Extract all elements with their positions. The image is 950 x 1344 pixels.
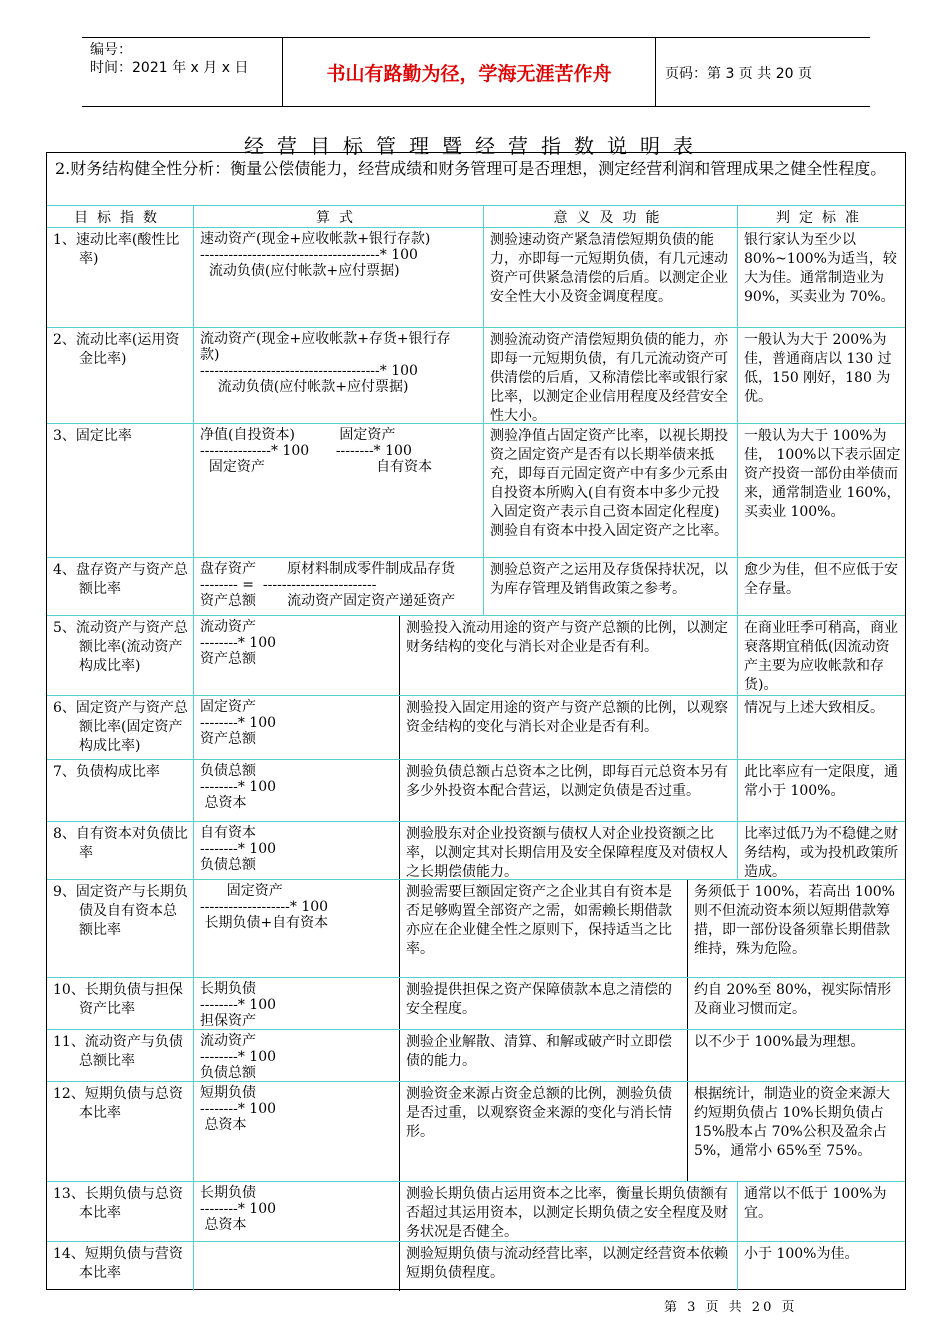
formula-cell: 盘存资产 原材料制成零件制成品存货 -------- = ------------------------ 资产总额 流动资产固定资产递延资产 [193,558,483,616]
formula-cell: 长期负债 --------* 100 担保资产 [193,978,399,1030]
target-index-cell [47,424,193,558]
meaning-cell: 测验流动资产清偿短期负债的能力，亦即每一元短期负债，有几元流动资产可供清偿的后盾，又称清偿比率或银行家比率，以测定企业信用程度及经营安全性大小。 [483,328,737,424]
row-number: 1、 [53,232,76,248]
target-index-cell [47,978,193,1030]
header-page-label: 页码：第 3 页 共 20 页 [665,66,812,82]
table-row [47,759,905,822]
page-header [82,37,870,107]
target-index-cell [47,1242,193,1291]
table-row [47,423,905,558]
standard-cell: 根据统计，制造业的资金来源大约短期负债占 10%长期负债占 15%股本占 70%公积及盈余占 5%，通常小 65%至 75%。 [687,1082,905,1182]
formula-cell: 负债总额 --------* 100 总资本 [193,760,399,822]
meaning-cell: 测验投入流动用途的资产与资产总额的比例，以测定财务结构的变化与消长对企业是否有利。 [399,616,737,696]
meaning-cell: 测验企业解散、清算、和解或破产时立即偿债的能力。 [399,1030,687,1082]
table-row [47,821,905,880]
meaning-cell: 测验总资产之运用及存货保持状况，以为库存管理及销售政策之参考。 [483,558,737,616]
table-row [47,1241,905,1291]
index-name: 流动比率(运用资金比率) [75,332,180,367]
standard-cell: 此比率应有一定限度，通常小于 100%。 [737,760,905,822]
index-name: 流动资产与资产总额比率(流动资产构成比率) [75,620,188,674]
column-header-meaning: 意义及功能 [483,206,738,227]
index-name: 固定资产与长期负债及自有资本总额比率 [75,884,188,938]
number-label: 编号： [90,42,132,58]
standard-cell: 约自 20%至 80%，视实际情形及商业习惯而定。 [687,978,905,1030]
target-index-cell [47,1182,193,1242]
index-table [46,152,906,1290]
target-index-cell [47,616,193,696]
target-index-cell [47,1030,193,1082]
meaning-cell: 测验负债总额占总资本之比例，即每百元总资本另有多少外投资本配合营运，以测定负债是否过重。 [399,760,737,822]
standard-cell: 愈少为佳，但不应低于安全存量。 [737,558,905,616]
row-number: 2、 [53,332,76,348]
index-name: 自有资本对负债比率 [75,826,188,861]
index-name: 负债构成比率 [75,764,160,780]
table-row [47,615,905,696]
meaning-cell: 测验长期负债占运用资本之比率，衡量长期负债额有否超过其运用资本，以测定长期负债之安全程度及财务状况是否健全。 [399,1182,737,1242]
standard-cell: 银行家认为至少以 80%~100%为适当，较大为佳。通常制造业为 90%，买卖业为 70%。 [737,228,905,328]
index-name: 短期负债与总资本比率 [79,1086,183,1121]
standard-cell: 比率过低乃为不稳健之财务结构，或为投机政策所造成。 [737,822,905,880]
formula-cell: 流动资产 --------* 100 负债总额 [193,1030,399,1082]
page-footer: 第 3 页 共 20 页 [664,1300,798,1315]
header-meta [90,41,248,77]
formula-cell [193,1242,399,1291]
row-number: 4、 [53,562,76,578]
row-number: 11、 [53,1034,85,1050]
standard-cell: 在商业旺季可稍高，商业衰落期宜稍低(因流动资产主要为应收帐款和存货)。 [737,616,905,696]
formula-cell: 固定资产 --------* 100 资产总额 [193,696,399,760]
meaning-cell: 测验净值占固定资产比率，以视长期投资之固定资产是否有以长期举债来抵充，即每百元固定资产中有多少元系由自投资本所购入(自有资本中多少元投入固定资产表示自己资本固定化程度)测验自有资本中投入固定资产之比率。 [483,424,737,558]
target-index-cell [47,822,193,880]
formula-cell: 固定资产 -------------------* 100 长期负债+自有资本 [193,880,399,978]
meaning-cell: 测验需要巨额固定资产之企业其自有资本是否足够购置全部资产之需，如需赖长期借款亦应在企业健全性之原则下，保持适当之比率。 [399,880,687,978]
meaning-cell: 测验资金来源占资金总额的比例，测验负债是否过重，以观察资金来源的变化与消长情形。 [399,1082,687,1182]
table-row [47,1181,905,1242]
page-title: 经营目标管理暨经营指数说明表 [244,134,706,158]
row-number: 13、 [53,1186,85,1202]
row-number: 7、 [53,764,76,780]
index-name: 长期负债与担保资产比率 [79,982,183,1017]
index-name: 固定资产与资产总额比率(固定资产构成比率) [75,700,188,754]
formula-cell: 短期负债 --------* 100 总资本 [193,1082,399,1182]
column-header-standard: 判定标准 [737,206,906,227]
row-number: 12、 [53,1086,85,1102]
formula-cell: 自有资本 --------* 100 负债总额 [193,822,399,880]
index-name: 盘存资产与资产总额比率 [75,562,188,597]
target-index-cell [47,1082,193,1182]
meaning-cell: 测验股东对企业投资额与债权人对企业投资额之比率，以测定其对长期信用及安全保障程度及对债权人之长期偿债能力。 [399,822,737,880]
index-name: 固定比率 [75,428,132,444]
formula-cell: 流动资产(现金+应收帐款+存货+银行存 款) --------------------------------------* 100 流动负债(应付帐款+应付票据) [193,328,483,424]
meaning-cell: 测验短期负债与流动经营比率，以测定经营资本依赖短期负债程度。 [399,1242,737,1291]
formula-cell: 速动资产(现金+应收帐款+银行存款) --------------------------------------* 100 流动负债(应付帐款+应付票据) [193,228,483,328]
row-number: 3、 [53,428,76,444]
standard-cell: 一般认为大于 100%为佳， 100%以下表示固定资产投资一部份由举债而来，通常制造业 160%，买卖业 100%。 [737,424,905,558]
formula-cell: 流动资产 --------* 100 资产总额 [193,616,399,696]
header-motto: 书山有路勤为径，学海无涯苦作舟 [282,38,656,106]
standard-cell: 通常以不低于 100%为宜。 [737,1182,905,1242]
table-row [47,977,905,1030]
target-index-cell [47,880,193,978]
table-intro: 2.财务结构健全性分析：衡量公偿债能力，经营成绩和财务管理可是否理想，测定经营利润和管理成果之健全性程度。 [55,159,887,178]
meaning-cell: 测验速动资产紧急清偿短期负债的能力，亦即每一元短期负债，有几元速动资产可供紧急清偿的后盾。以测定企业安全性大小及资金调度程度。 [483,228,737,328]
standard-cell: 以不少于 100%最为理想。 [687,1030,905,1082]
column-header-formula: 算式 [193,206,484,227]
table-header-row [47,205,905,227]
meaning-cell: 测验投入固定用途的资产与资产总额的比例，以观察资金结构的变化与消长对企业是否有利。 [399,696,737,760]
standard-cell: 情况与上述大致相反。 [737,696,905,760]
formula-cell: 净值(自投资本) 固定资产 ---------------* 100 --------* 100 固定资产 自有资本 [193,424,483,558]
index-name: 长期负债与总资本比率 [79,1186,183,1221]
index-name: 速动比率(酸性比率) [75,232,180,267]
standard-cell: 一般认为大于 200%为佳，普通商店以 130 过低，150 刚好，180 为优。 [737,328,905,424]
target-index-cell [47,228,193,328]
table-row [47,1081,905,1182]
column-header-target: 目标指数 [74,209,166,226]
row-number: 6、 [53,700,76,716]
row-number: 5、 [53,620,76,636]
standard-cell: 小于 100%为佳。 [737,1242,905,1291]
target-index-cell [47,760,193,822]
target-index-cell [47,696,193,760]
table-row [47,227,905,328]
standard-cell: 务须低于 100%，若高出 100%则不但流动资本须以短期借款筹措，即一部份设备须靠长期借款维持，殊为危险。 [687,880,905,978]
row-number: 8、 [53,826,76,842]
index-name: 短期负债与营资本比率 [79,1246,183,1281]
time-label: 时间：2021 年 x 月 x 日 [90,60,249,76]
table-row [47,879,905,978]
formula-cell: 长期负债 --------* 100 总资本 [193,1182,399,1242]
target-index-cell [47,328,193,424]
row-number: 9、 [53,884,76,900]
table-row [47,1029,905,1082]
meaning-cell: 测验提供担保之资产保障债款本息之清偿的安全程度。 [399,978,687,1030]
table-row [47,557,905,616]
index-name: 流动资产与负债总额比率 [79,1034,183,1069]
row-number: 10、 [53,982,85,998]
row-number: 14、 [53,1246,85,1262]
target-index-cell [47,558,193,616]
table-row [47,695,905,760]
table-row [47,327,905,424]
